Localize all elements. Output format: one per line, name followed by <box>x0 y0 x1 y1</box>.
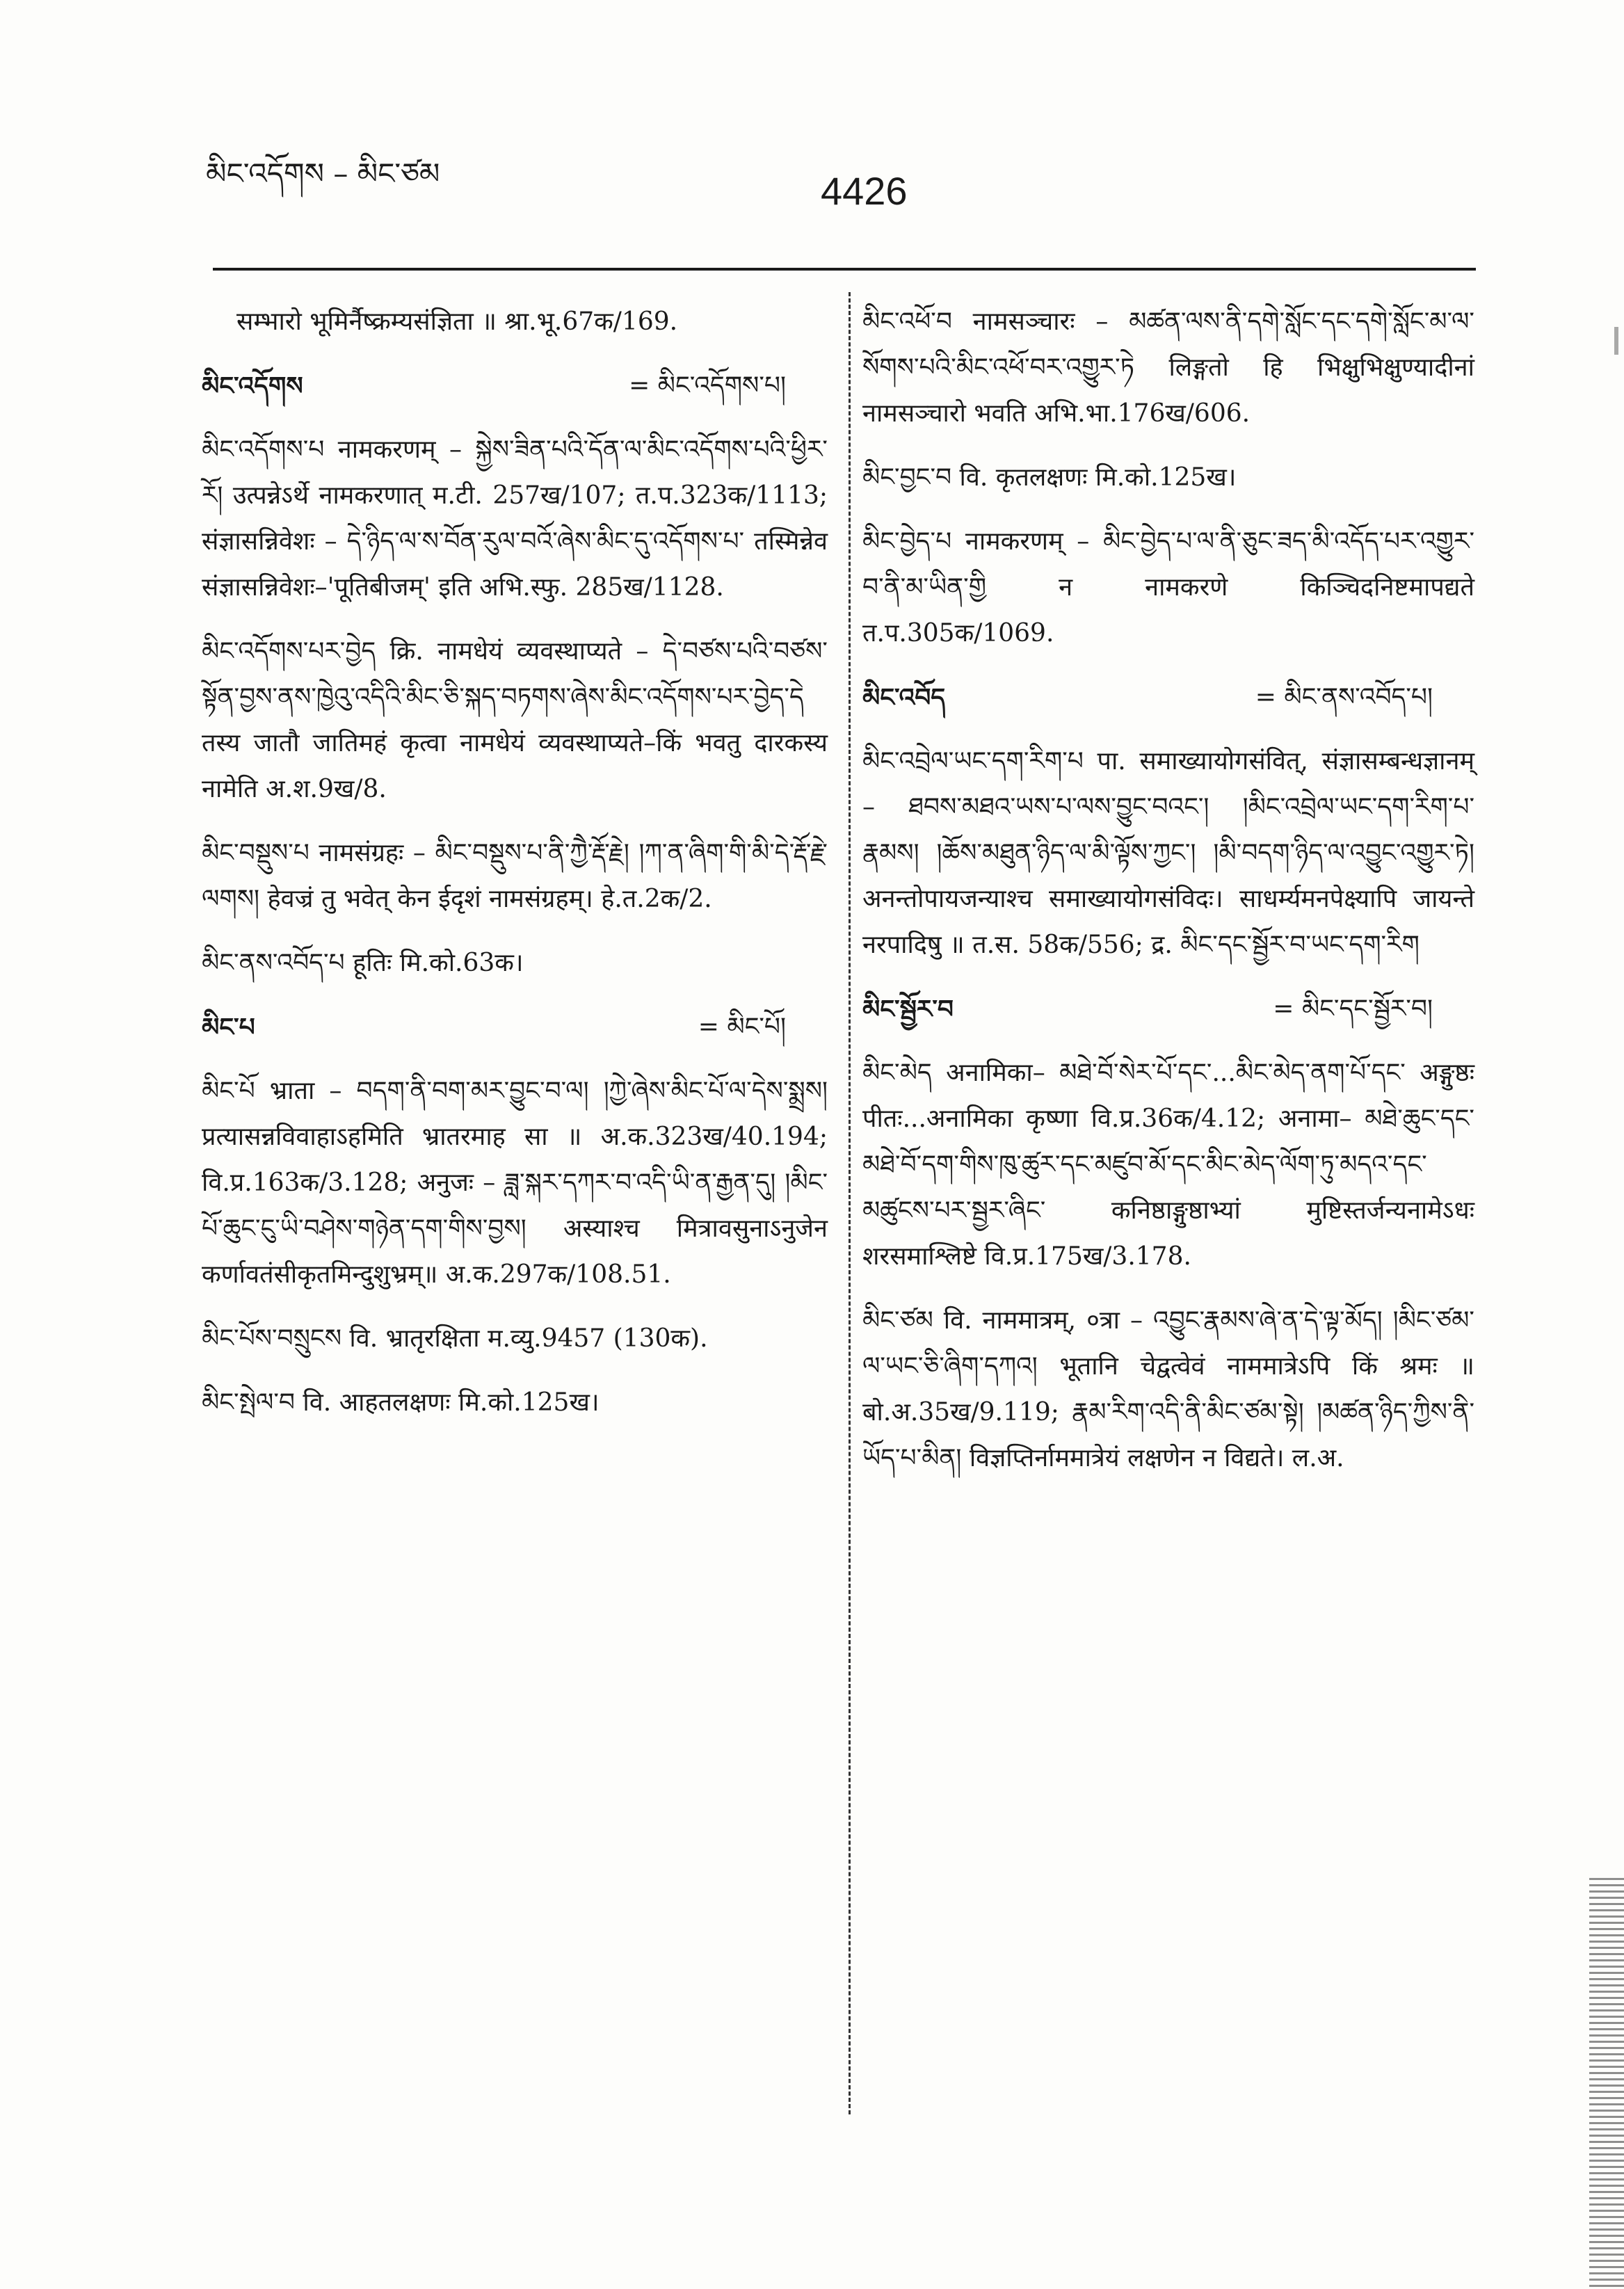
dictionary-entry: མིང་ནས་འབོད་པ हूतिः मि.को.63क। <box>202 949 524 977</box>
dictionary-entry: མིང་འབྲེལ་ཡང་དག་རིག་པ पा. समाख्यायोगसंवित्, संज्ञासम्बन्धज्ञानम् – ཐབས་མཐའ་ཡས་པ་ལས་བྱུང་བའང་། །མིང་འབྲེལ་ཡང་དག་རིག་པ་རྣམས། །ཆོས་མཐུན་ཉིད་ལ་མི་ལྟོས་ཀྱང་། །མི་བདག་ཉིད་ལ་འབྱུང་འགྱུར་ཏེ། अनन्तोपायजन्याश्च समाख्यायोगसंविदः। साधर्म्यमनपेक्ष्यापि जायन्ते नरपादिषु ॥ त.स. 58क/556; द्र. མིང་དང་སྦྱོར་བ་ཡང་དག་རིག <box>862 747 1474 959</box>
right-column <box>862 299 1474 1500</box>
cross-reference-entry <box>862 986 1474 1032</box>
page-number: 4426 <box>821 169 908 213</box>
column-divider <box>849 292 851 2114</box>
dictionary-entry: མིང་འདོགས་པ नामकरणम् – སྐྱེས་ཟིན་པའི་དོན་ལ་མིང་འདོགས་པའི་ཕྱིར་རོ། उत्पन्नेऽर्थे नामकरणात् म.टी. 257ख/107; त.प.323क/1113; संज्ञासन्निवेशः – དེ་ཉིད་ལ་ས་བོན་རུལ་བའོ་ཞེས་མིང་དུ་འདོགས་པ་ तस्मिन्नेव संज्ञासन्निवेशः–'पूतिबीजम्' इति अभि.स्फु. 285ख/1128. <box>202 435 828 602</box>
cross-reference-target: = མིང་པོ། <box>698 1013 786 1041</box>
dictionary-entry: མིང་མེད अनामिका– མཐེ་བོ་སེར་པོ་དང་...མིང་མེད་ནག་པོ་དང་ अङ्गुष्ठः पीतः...अनामिका कृष्णा वि.प्र.36क/4.12; अनामा– མཐེ་ཆུང་དང་མཐེ་བོ་དག་གིས་ཁུ་ཚུར་དང་མཛུབ་མོ་དང་མིང་མེད་ལོག་ཏུ་མདའ་དང་མཚུངས་པར་སྦྱར་ཞིང་ कनिष्ठाङ्गुष्ठाभ्यां मुष्टिस्तर्जन्यनामेऽधः शरसमाश्लिष्टे वि.प्र.175ख/3.178. <box>862 1059 1474 1271</box>
cross-reference-entry <box>202 1004 828 1050</box>
scan-edge-noise <box>1589 1878 1624 2289</box>
entry-headword: མིང་འབོད <box>862 683 946 712</box>
entry-headword: མིང་སྦྱོར་བ <box>862 995 954 1024</box>
dictionary-entry: མིང་འདོགས་པར་བྱེད क्रि. नामधेयं व्यवस्थाप्यते – དེ་བཙས་པའི་བཙས་སྟོན་བྱས་ནས་ཁྱེའུ་འདིའི་མིང་ཅི་སྐད་བཏགས་ཞེས་མིང་འདོགས་པར་བྱེད་དེ तस्य जातौ जातिमहं कृत्वा नामधेयं व्यवस्थाप्यते–किं भवतु दारकस्य नामेति अ.श.9ख/8. <box>202 637 828 803</box>
cross-reference-target: = མིང་དང་སྦྱོར་བ། <box>1273 995 1433 1023</box>
dictionary-entry: མིང་པོས་བསྲུངས वि. भ्रातृरक्षिता म.व्यु.9457 (130क). <box>202 1324 708 1353</box>
dictionary-entry: མིང་བྱང་བ वि. कृतलक्षणः मि.को.125ख। <box>862 463 1237 492</box>
entry-headword: མིང་པ <box>202 1013 255 1042</box>
dictionary-entry: མིང་བསྡུས་པ नामसंग्रहः – མིང་བསྡུས་པ་ནི་ཀྱཻ་རྡོ་རྗེ། །ཀ་ན་ཞིག་གི་མི་དེ་རྡོ་རྗེ་ལགས། हेवज्रं तु भवेत् केन ईदृशं नामसंग्रहम्। हे.त.2क/2. <box>202 839 828 913</box>
entry-headword: མིང་འདོགས <box>202 371 303 401</box>
running-head: མིང་འདོགས – མིང་ཙམ <box>206 156 440 191</box>
dictionary-entry: མིང་སྤེལ་བ वि. आहतलक्षणः मि.को.125ख। <box>202 1388 600 1417</box>
scan-edge-mark <box>1614 327 1618 355</box>
cross-reference-entry <box>862 675 1474 721</box>
dictionary-entry: མིང་ཙམ वि. नाममात्रम्, ०त्रा – འབྱུང་རྣམས་ཞེ་ན་དེ་ལྟ་མོད། །མིང་ཙམ་ལ་ཡང་ཅི་ཞིག་དཀའ། भूतानि चेद्वत्वेवं नाममात्रेऽपि किं श्रमः ॥ बो.अ.35ख/9.119; རྣམ་རིག་འདི་ནི་མིང་ཙམ་སྟེ། །མཚན་ཉིད་ཀྱིས་ནི་ཡོད་པ་མིན། विज्ञप्तिर्नाममात्रेयं लक्षणेन न विद्यते। ल.अ. <box>862 1306 1474 1472</box>
header-rule <box>213 268 1476 271</box>
dictionary-entry: མིང་པོ भ्राता – བདག་ནི་བག་མར་བྱུང་བ་ལ། །ཀྱེ་ཞེས་མིང་པོ་ལ་དེས་སྨྲས། प्रत्यासन्नविवाहाऽहमिति भ्रातरमाह सा ॥ अ.क.323ख/40.194; वि.प्र.163क/3.128; अनुजः – ཟླ་སྐར་དཀར་བ་འདི་ཡི་ན་རྒྱན་དུ། །མིང་པོ་ཆུང་ངུ་ཡི་བཤེས་གཉེན་དག་གིས་བྱས། अस्याश्च मित्रावसुनाऽनुजेन कर्णावतंसीकृतमिन्दुशुभ्रम्॥ अ.क.297क/108.51. <box>202 1077 828 1289</box>
dictionary-entry: མིང་བྱེད་པ नामकरणम् – མིང་བྱེད་པ་ལ་ནི་ཅུང་ཟད་མི་འདོད་པར་འགྱུར་བ་ནི་མ་ཡིན་གྱི न नामकरणे किञ्चिदनिष्टमापद्यते त.प.305क/1069. <box>862 527 1474 648</box>
dictionary-entry: མིང་འཕོ་བ नामसञ्चारः – མཚན་ལས་ནི་དགེ་སློང་དང་དགེ་སློང་མ་ལ་སོགས་པའི་མིང་འཕོ་བར་འགྱུར་ཏེ लिङ्गतो हि भिक्षुभिक्षुण्यादीनां नामसञ्चारो भवति अभि.भा.176ख/606. <box>862 307 1474 428</box>
cross-reference-entry <box>202 363 828 409</box>
dictionary-entry: सम्भारो भूमिर्नैष्क्रम्यसंज्ञिता ॥ श्रा.भू.67क/169. <box>236 307 678 336</box>
cross-reference-target: = མིང་འདོགས་པ། <box>629 371 786 400</box>
cross-reference-target: = མིང་ནས་འབོད་པ། <box>1255 683 1433 712</box>
left-column <box>202 299 828 1444</box>
